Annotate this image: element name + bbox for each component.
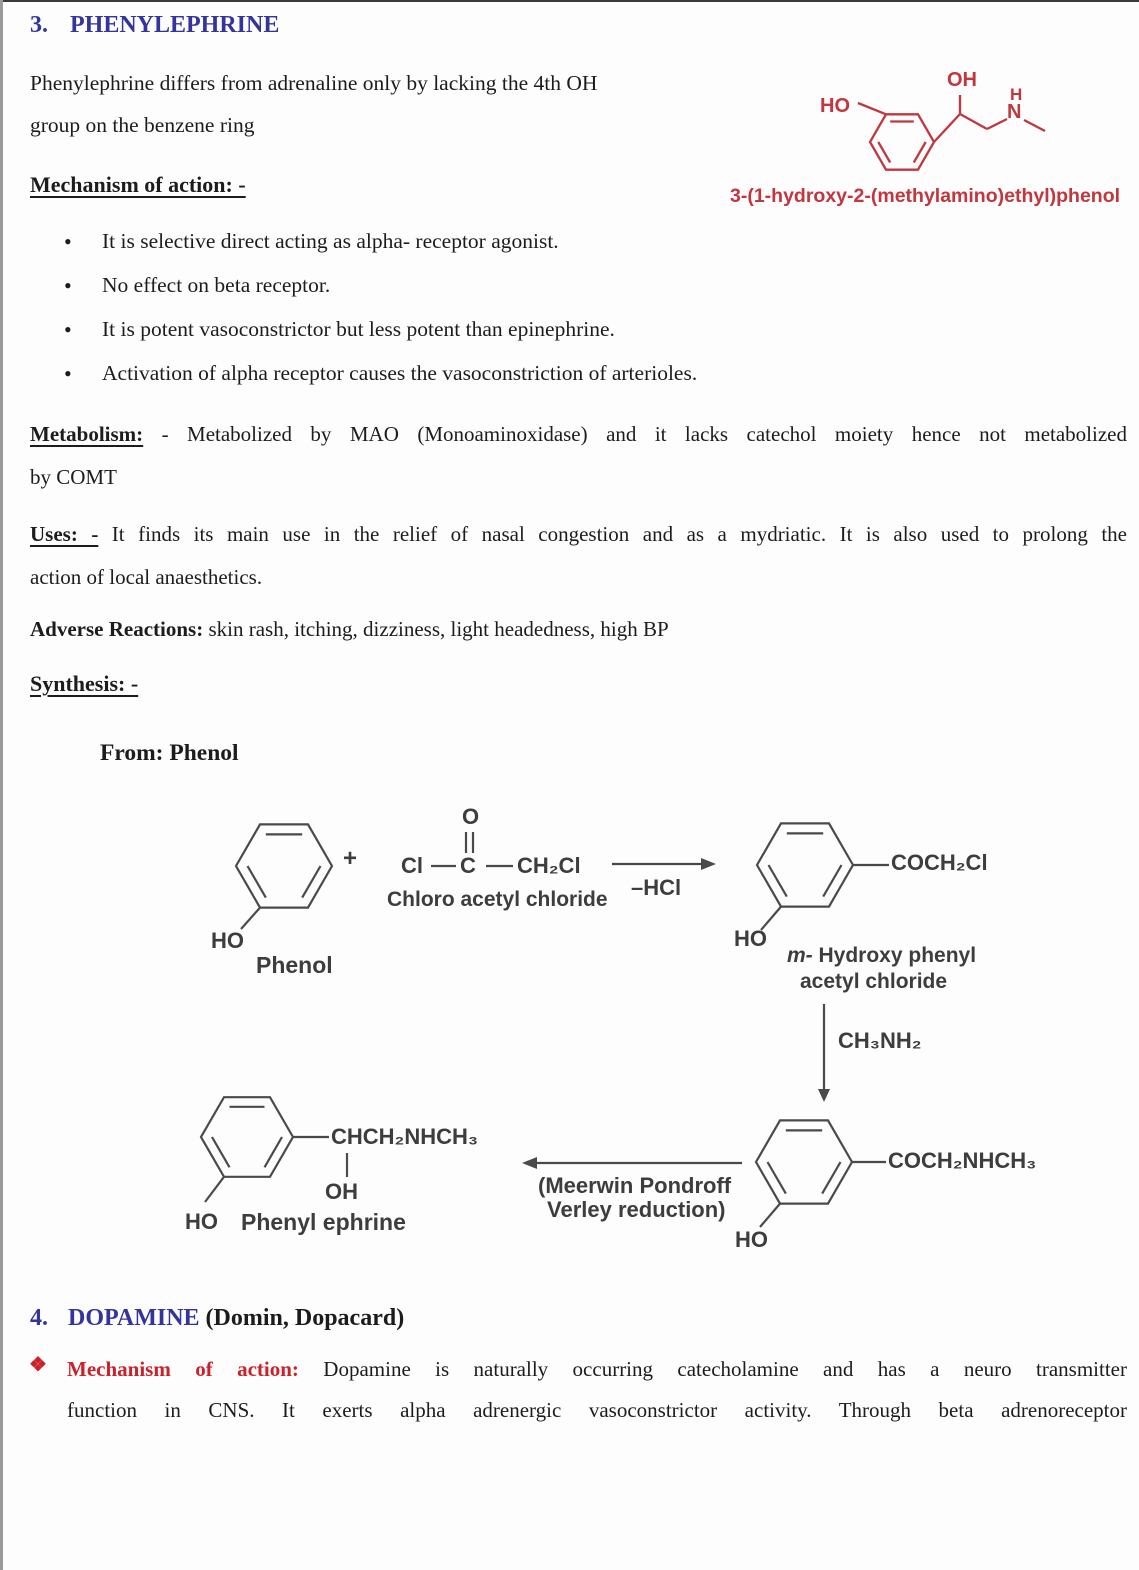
product-chain-label: CHCH₂NHCH₃ [331,1124,479,1149]
metabolism-text: - Metabolized by MAO (Monoaminoxidase) and it lacks catechol moiety hence not metabolized [143,422,1127,446]
arrowhead-right [701,858,716,870]
phenol-caption: Phenol [256,952,333,978]
list-item [58,315,1078,343]
metabolism-label: Metabolism: [30,422,144,446]
dopamine-mech-line-2: function in CNS. It exerts alpha adrenergic vasoconstrictor activity. Through beta adrenoreceptor [67,1398,1127,1422]
product-oh-label: OH [325,1179,358,1204]
structure-ho-label: HO [820,95,850,117]
product-caption: Phenyl ephrine [241,1209,406,1235]
adverse-label: Adverse Reactions: [30,617,204,641]
mechanism-heading: Mechanism of action: - [30,172,246,197]
adverse-text: skin rash, itching, dizziness, light headedness, high BP [203,617,669,641]
uses-line-2: action of local anaesthetics. [30,565,263,589]
cac-caption: Chloro acetyl chloride [387,888,608,911]
product-ho-label: HO [185,1209,218,1234]
amide-ring [756,1120,852,1203]
uses-paragraph [30,513,1127,599]
intermediate-ho-label: HO [734,926,767,951]
cac-ch2cl-label: CH₂Cl [517,853,581,878]
uses-label: Uses: - [30,522,99,546]
metabolism-paragraph [30,413,1127,499]
arrowhead-down [818,1089,830,1102]
synthesis-heading: Synthesis: - [30,671,139,696]
list-item [58,271,1078,299]
intermediate-caption-rest: Hydroxy phenyl [812,944,977,967]
list-item [58,359,1078,387]
scan-top-border [0,0,1139,2]
intermediate-chain-label: COCH₂Cl [891,850,988,875]
adverse-reactions-line [30,617,1127,642]
dopamine-mech-text: Dopamine is naturally occurring catecholamine and has a neuro transmitter [298,1357,1127,1381]
methylamine-label: CH₃NH₂ [838,1028,922,1053]
phenol-ho-label: HO [211,928,244,953]
bullet-text: Activation of alpha receptor causes the vasoconstriction of arterioles. [102,361,698,385]
intermediate-ring [757,823,853,906]
intermediate-caption-line2: acetyl chloride [800,970,948,993]
structure-caption: 3-(1-hydroxy-2-(methylamino)ethyl)phenol [730,185,1121,207]
section3-number: 3. [30,12,48,38]
bullet-text: It is selective direct acting as alpha- receptor agonist. [102,229,559,253]
amide-chain-label: COCH₂NHCH₃ [888,1148,1037,1173]
plus-sign: + [343,845,358,872]
structure-h-label: H [1010,85,1023,104]
amide-ho-label: HO [735,1227,768,1252]
phenol-ring [236,824,332,907]
meta-prefix: m- [787,944,813,967]
section3-title: PHENYLEPHRINE [70,12,280,38]
arrowhead-left [522,1157,537,1169]
bullet-text: No effect on beta receptor. [102,273,331,297]
uses-line-1 [30,513,1127,556]
list-item [58,227,1078,255]
dopamine-mech-label: Mechanism of action: [67,1357,299,1381]
bullet-text: It is potent vasoconstrictor but less potent than epinephrine. [102,317,615,341]
cac-c-label: C [460,853,476,878]
cac-cl-label: Cl [401,853,423,878]
dopamine-mechanism-paragraph [67,1349,1127,1431]
intermediate-caption-line1 [787,945,976,966]
mpv-caption-line1: (Meerwin Pondroff [538,1173,732,1198]
phenylephrine-structure-drawing [780,55,1110,200]
section4-number: 4. [30,1305,48,1331]
metabolism-line-2: by COMT [30,465,117,489]
mpv-caption-line2: Verley reduction) [547,1197,726,1222]
minus-hcl-label: –HCl [631,875,682,900]
section3-heading [30,12,279,39]
section4-suffix: (Domin, Dopacard) [199,1305,405,1331]
bullet-icon: • [64,361,72,386]
bullet-icon: • [64,273,72,298]
product-ring [201,1097,293,1177]
structure-n-label: N [1007,101,1022,123]
intro-line-2: group on the benzene ring [30,113,255,137]
dopamine-mech-line-1 [67,1349,1127,1390]
cac-o-label: O [462,804,480,829]
diamond-bullet-icon: ❖ [29,1354,47,1376]
structure-oh-label: OH [947,69,977,91]
section4-heading [30,1305,404,1332]
intro-line-1: Phenylephrine differs from adrenaline only by lacking the 4th OH [30,71,598,95]
bullet-icon: • [64,317,72,342]
from-phenol-heading: From: Phenol [100,740,239,766]
mechanism-bullet-list [58,227,1078,403]
metabolism-line-1 [30,413,1127,456]
uses-text: It finds its main use in the relief of nasal congestion and as a mydriatic. It is also used to prolong the [98,522,1127,546]
section4-title: DOPAMINE [68,1305,200,1331]
bullet-icon: • [64,229,72,254]
